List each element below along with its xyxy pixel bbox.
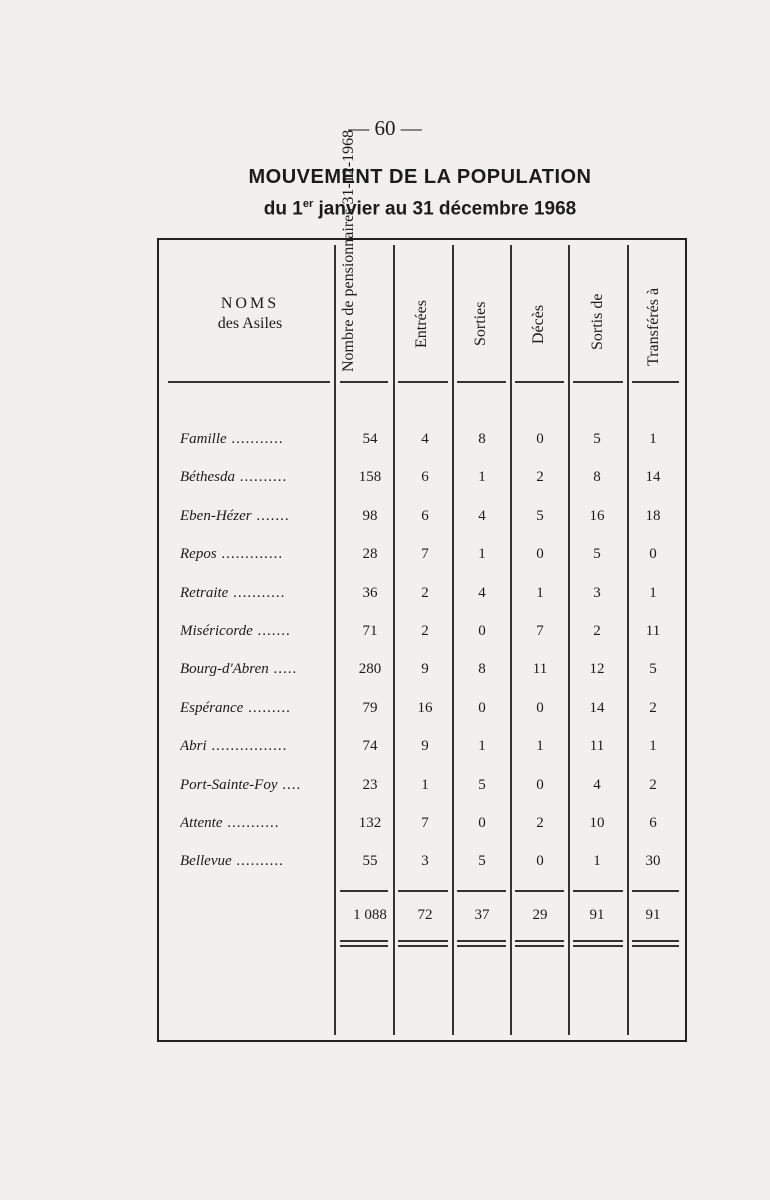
table-cell: 9: [421, 738, 429, 754]
table-cell: 14: [645, 469, 661, 485]
column-divider: [452, 245, 454, 1035]
table-cell: 55: [362, 853, 378, 869]
header-rule: [398, 381, 448, 383]
dot-leader: .............: [216, 546, 284, 562]
asile-name-text: Bourg-d'Abren: [180, 661, 269, 677]
dot-leader: .......: [251, 508, 290, 524]
table-cell: 11: [645, 623, 661, 639]
table-cell: 2: [649, 700, 657, 716]
table-cell: 0: [478, 700, 486, 716]
asile-name-text: Béthesda: [180, 469, 235, 485]
double-rule: [340, 940, 388, 942]
header-transferes: Transférés à: [645, 287, 662, 366]
total-cell: 91: [645, 907, 661, 923]
subtitle-superscript: er: [302, 198, 314, 210]
table-cell: 2: [536, 815, 544, 831]
header-rule: [632, 381, 679, 383]
total-cell: 29: [532, 907, 548, 923]
total-rule: [398, 890, 448, 892]
table-cell: 7: [536, 623, 544, 639]
page-subtitle: [0, 198, 770, 220]
table-cell: 2: [536, 469, 544, 485]
dot-leader: ...........: [222, 815, 280, 831]
header-rule: [457, 381, 506, 383]
asile-name-text: Famille: [180, 431, 227, 447]
table-cell: 2: [421, 585, 429, 601]
double-rule: [457, 945, 506, 947]
asile-name-text: Port-Sainte-Foy: [180, 777, 278, 793]
dot-leader: ................: [206, 738, 288, 754]
page-number: — 60 —: [348, 116, 422, 140]
dot-leader: ....: [277, 777, 302, 793]
table-cell: 54: [362, 431, 378, 447]
double-rule: [632, 945, 679, 947]
table-cell: 71: [362, 623, 378, 639]
table-cell: 23: [362, 777, 378, 793]
table-cell: 3: [593, 585, 601, 601]
table-cell: 4: [593, 777, 601, 793]
table-cell: 14: [589, 700, 605, 716]
asile-name-text: Espérance: [180, 700, 244, 716]
asile-name-text: Miséricorde: [180, 623, 253, 639]
table-cell: 28: [362, 546, 378, 562]
asile-name: [180, 623, 332, 640]
table-cell: 2: [593, 623, 601, 639]
header-rule: [168, 381, 330, 383]
table-cell: 0: [536, 777, 544, 793]
table-cell: 1: [649, 738, 657, 754]
table-cell: 7: [421, 546, 429, 562]
subtitle-prefix: du 1: [263, 198, 303, 220]
column-divider: [393, 245, 395, 1035]
asile-name: [180, 853, 332, 870]
double-rule: [398, 940, 448, 942]
asile-name: [180, 469, 332, 486]
header-names-line1: NOMS: [220, 295, 280, 312]
asile-name: [180, 661, 332, 678]
header-rule: [515, 381, 564, 383]
total-cell: 37: [474, 907, 490, 923]
dot-leader: ..........: [234, 469, 288, 485]
asile-name: [180, 815, 332, 832]
table-cell: 5: [478, 853, 486, 869]
table-cell: 4: [478, 508, 486, 524]
total-rule: [573, 890, 623, 892]
asile-name: [180, 508, 332, 525]
table-cell: 0: [536, 431, 544, 447]
table-cell: 5: [593, 431, 601, 447]
table-cell: 158: [358, 469, 382, 485]
total-rule: [457, 890, 506, 892]
dot-leader: .......: [252, 623, 291, 639]
table-cell: 0: [536, 546, 544, 562]
table-cell: 11: [589, 738, 605, 754]
asile-name: [180, 546, 332, 563]
table-cell: 12: [589, 661, 605, 677]
header-deces: Décès: [530, 304, 547, 344]
table-cell: 8: [593, 469, 601, 485]
asile-name-text: Attente: [180, 815, 223, 831]
table-cell: 9: [421, 661, 429, 677]
dot-leader: ...........: [226, 431, 284, 447]
asile-name-text: Eben-Hézer: [180, 508, 252, 524]
table-cell: 1: [478, 738, 486, 754]
dot-leader: ...........: [228, 585, 286, 601]
table-cell: 5: [593, 546, 601, 562]
double-rule: [573, 940, 623, 942]
header-sortis-de: Sortis de: [589, 293, 606, 350]
asile-name: [180, 738, 332, 755]
table-cell: 11: [532, 661, 548, 677]
table-cell: 0: [649, 546, 657, 562]
table-cell: 1: [478, 546, 486, 562]
page-title: MOUVEMENT DE LA POPULATION: [248, 166, 592, 188]
double-rule: [573, 945, 623, 947]
table-cell: 0: [478, 623, 486, 639]
table-cell: 8: [478, 661, 486, 677]
double-rule: [515, 945, 564, 947]
table-cell: 5: [478, 777, 486, 793]
asile-name-text: Retraite: [180, 585, 229, 601]
table-cell: 2: [649, 777, 657, 793]
table-cell: 10: [589, 815, 605, 831]
table-cell: 0: [536, 700, 544, 716]
table-cell: 0: [478, 815, 486, 831]
table-cell: 1: [536, 585, 544, 601]
table-cell: 3: [421, 853, 429, 869]
header-pensionnaires: Nombre de pensionnaires 31-12-1968: [340, 129, 357, 372]
table-cell: 8: [478, 431, 486, 447]
asile-name: [180, 431, 332, 448]
table-cell: 1: [421, 777, 429, 793]
table-cell: 36: [362, 585, 378, 601]
asile-name-text: Repos: [180, 546, 217, 562]
dot-leader: .........: [243, 700, 291, 716]
table-cell: 1: [593, 853, 601, 869]
asile-name: [180, 777, 332, 794]
table-cell: 2: [421, 623, 429, 639]
asile-name-text: Bellevue: [180, 853, 232, 869]
table-cell: 4: [421, 431, 429, 447]
total-cell: 1 088: [353, 907, 387, 923]
total-cell: 72: [417, 907, 433, 923]
table-cell: 1: [536, 738, 544, 754]
header-entrees: Entrées: [413, 300, 430, 348]
table-cell: 5: [649, 661, 657, 677]
table-cell: 5: [536, 508, 544, 524]
table-cell: 79: [362, 700, 378, 716]
column-divider: [627, 245, 629, 1035]
asile-name: [180, 700, 332, 717]
header-names: [175, 294, 325, 334]
subtitle-suffix: janvier au 31 décembre 1968: [313, 198, 577, 220]
table-cell: 0: [536, 853, 544, 869]
header-rule: [340, 381, 388, 383]
total-rule: [515, 890, 564, 892]
table-cell: 132: [358, 815, 382, 831]
table-cell: 16: [589, 508, 605, 524]
table-cell: 98: [362, 508, 378, 524]
double-rule: [457, 940, 506, 942]
table-cell: 7: [421, 815, 429, 831]
table-cell: 1: [649, 585, 657, 601]
double-rule: [632, 940, 679, 942]
total-rule: [340, 890, 388, 892]
table-cell: 1: [478, 469, 486, 485]
asile-name-text: Abri: [180, 738, 207, 754]
table-cell: 280: [358, 661, 382, 677]
total-cell: 91: [589, 907, 605, 923]
column-divider: [334, 245, 336, 1035]
table-cell: 74: [362, 738, 378, 754]
column-divider: [568, 245, 570, 1035]
total-rule: [632, 890, 679, 892]
table-cell: 4: [478, 585, 486, 601]
header-names-line2: des Asiles: [217, 315, 283, 332]
table-cell: 6: [421, 508, 429, 524]
dot-leader: .....: [268, 661, 298, 677]
table-cell: 6: [649, 815, 657, 831]
asile-name: [180, 585, 332, 602]
table-cell: 1: [649, 431, 657, 447]
double-rule: [515, 940, 564, 942]
double-rule: [398, 945, 448, 947]
header-rule: [573, 381, 623, 383]
table-cell: 30: [645, 853, 661, 869]
dot-leader: ..........: [231, 853, 284, 869]
table-cell: 18: [645, 508, 661, 524]
table-cell: 16: [417, 700, 433, 716]
column-divider: [510, 245, 512, 1035]
table-cell: 6: [421, 469, 429, 485]
header-sorties: Sorties: [472, 301, 489, 346]
double-rule: [340, 945, 388, 947]
